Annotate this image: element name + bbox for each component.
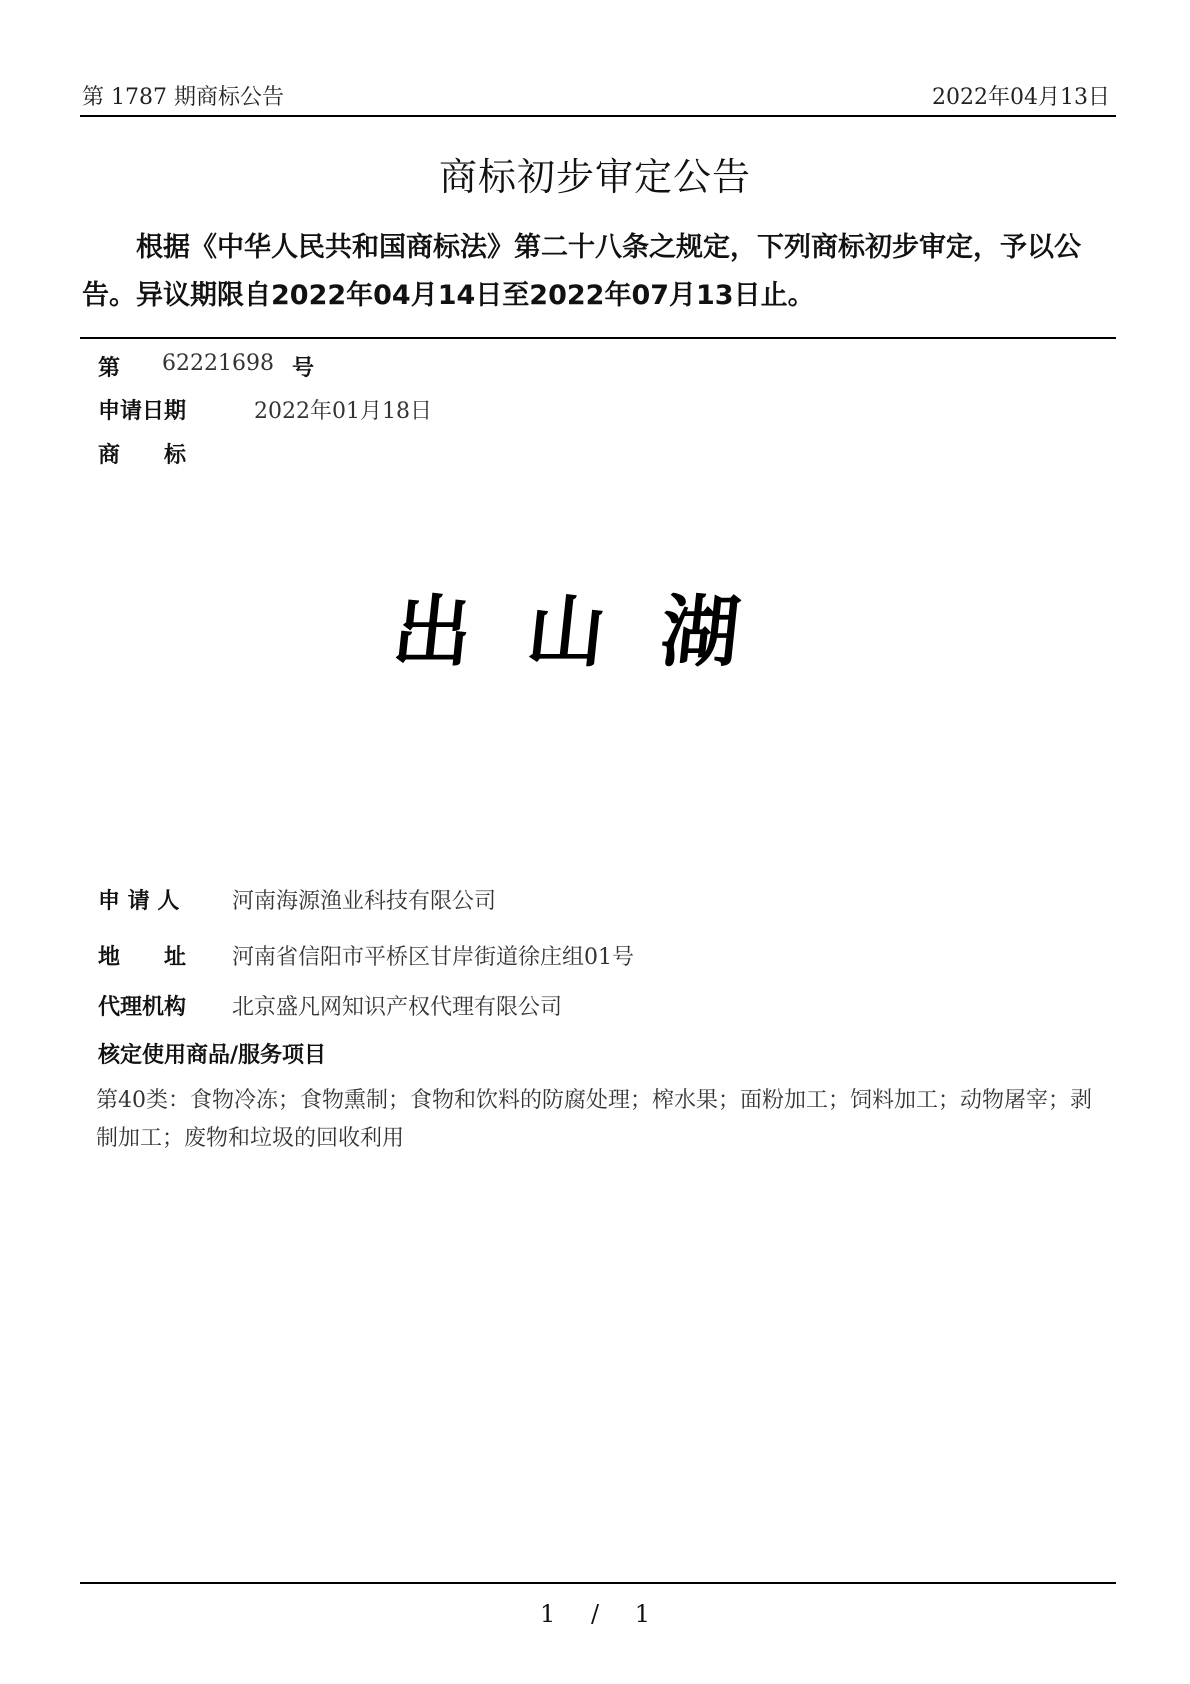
header-date: 2022年04月13日 — [932, 85, 1110, 110]
applicant-label: 申 请 人 — [98, 889, 180, 914]
agent-name: 北京盛凡网知识产权代理有限公司 — [232, 995, 563, 1020]
goods-services-list: 第40类：食物冷冻；食物熏制；食物和饮料的防腐处理；榨水果；面粉加工；饲料加工；动物屠宰；剥制加工；废物和垃圾的回收利用 — [96, 1088, 1092, 1151]
intro-text: 根据《中华人民共和国商标法》第二十八条之规定，下列商标初步审定，予以公告。异议期限自2022年04月14日至2022年07月13日止。 — [82, 232, 1081, 311]
registration-number: 62221698 — [162, 351, 274, 376]
page-number — [0, 1600, 1190, 1628]
address-label: 地 址 — [98, 945, 187, 970]
goods-label: 核定使用商品/服务项目 — [98, 1043, 327, 1068]
number-suffix: 号 — [292, 356, 315, 381]
applicant-address: 河南省信阳市平桥区甘岸街道徐庄组01号 — [232, 945, 634, 970]
section-rule — [80, 337, 1116, 339]
trademark-image: 出山湖 — [388, 587, 801, 678]
number-prefix: 第 — [98, 356, 121, 381]
header-rule — [80, 115, 1116, 117]
agent-label: 代理机构 — [98, 995, 187, 1020]
applicant-name: 河南海源渔业科技有限公司 — [232, 889, 497, 914]
total-pages: 1 — [634, 1600, 650, 1628]
intro-paragraph — [82, 224, 1118, 320]
issue-number: 第 1787 期商标公告 — [82, 85, 284, 110]
trademark-label: 商 标 — [98, 443, 187, 468]
application-date-label: 申请日期 — [98, 399, 187, 424]
current-page: 1 — [540, 1600, 556, 1628]
footer-rule — [80, 1582, 1116, 1584]
application-date: 2022年01月18日 — [254, 399, 432, 424]
page-title: 商标初步审定公告 — [438, 155, 751, 199]
page-separator: / — [590, 1600, 600, 1628]
